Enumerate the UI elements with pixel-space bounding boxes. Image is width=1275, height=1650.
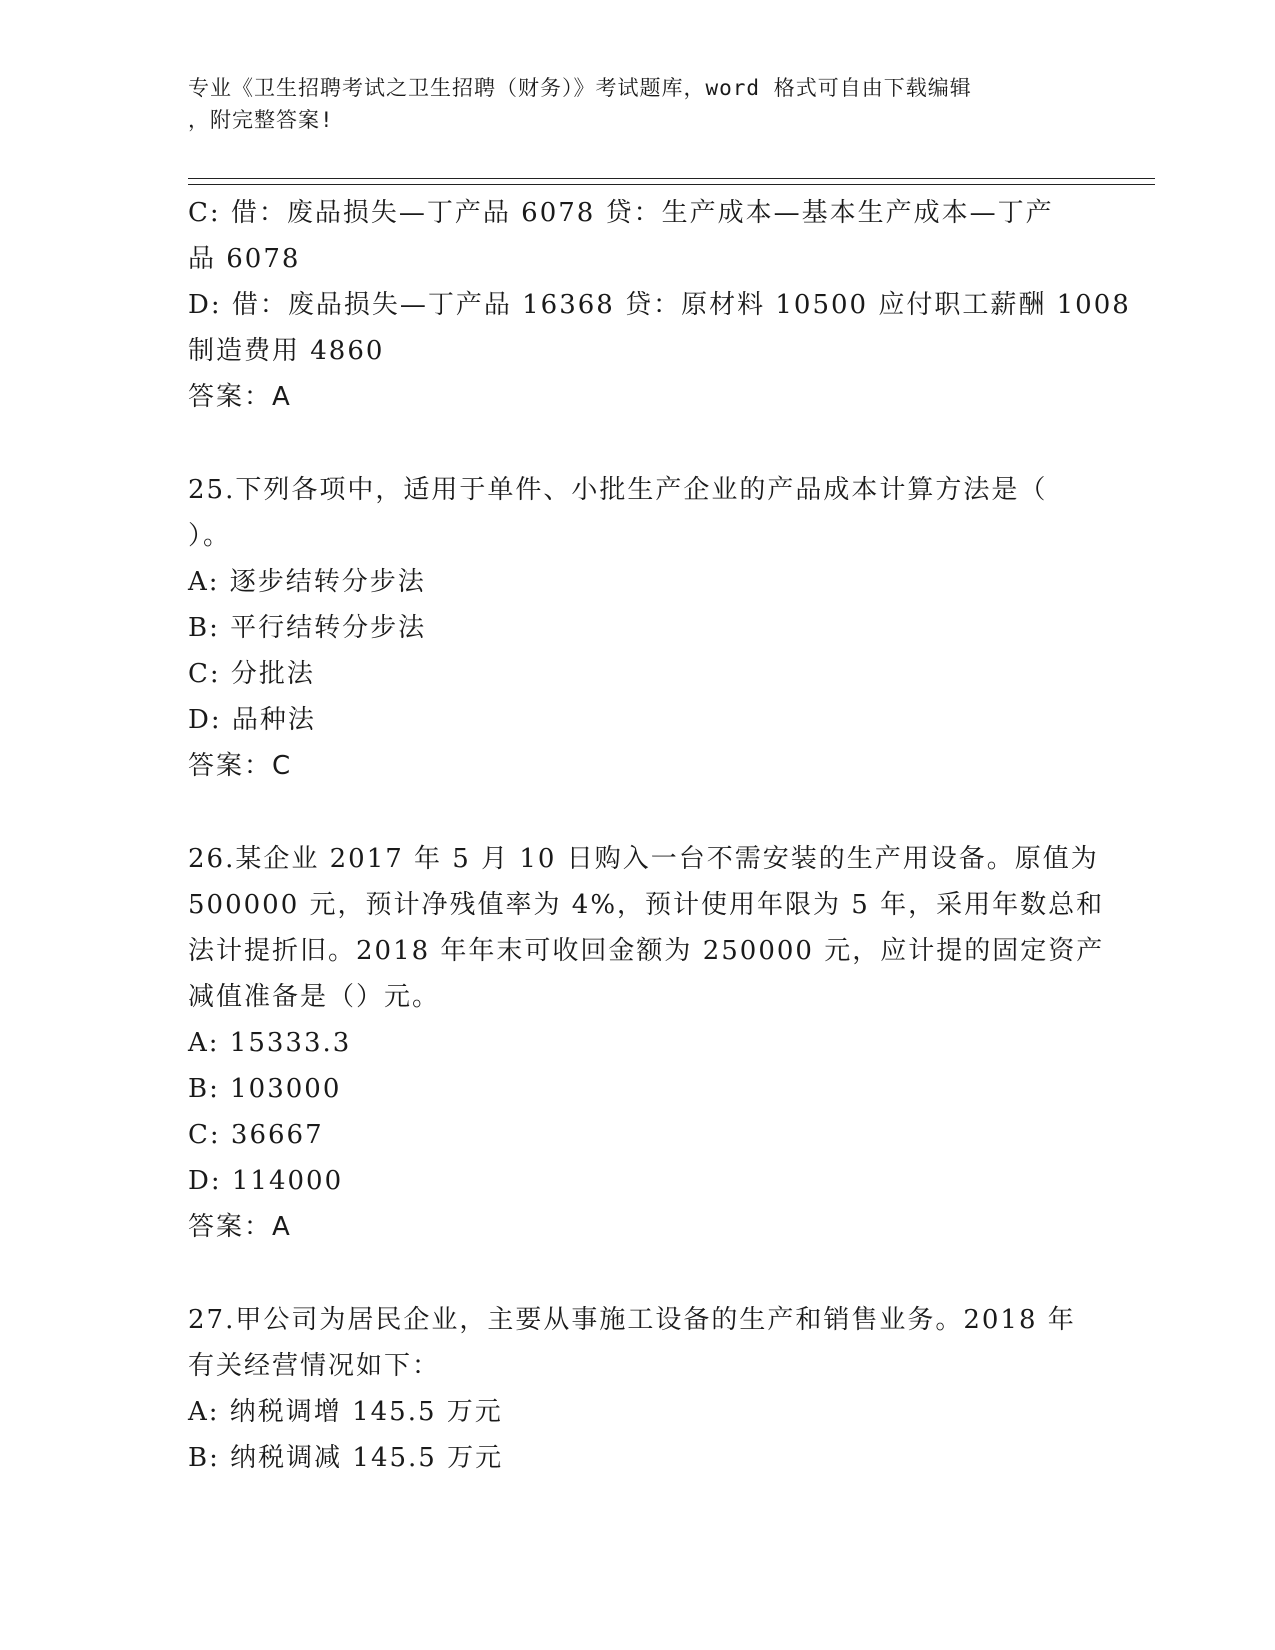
q24-answer: 答案：A <box>188 382 292 412</box>
header-divider-top <box>188 178 1155 179</box>
q24-option-c-line-1: C: 借：废品损失—丁产品 6078 贷：生产成本—基本生产成本—丁产 <box>188 198 1054 228</box>
q24-option-c-line-2: 品 6078 <box>188 244 301 274</box>
q26-option-d: D: 114000 <box>188 1166 344 1196</box>
q25-stem-line-2: ）。 <box>188 521 232 551</box>
q27-stem-line-2: 有关经营情况如下： <box>188 1351 441 1381</box>
header-line-2: ，附完整答案! <box>188 108 334 132</box>
q25-option-d: D: 品种法 <box>188 705 316 735</box>
q27-option-b: B: 纳税调减 145.5 万元 <box>188 1443 504 1473</box>
question-26 <box>188 836 1105 1250</box>
q27-stem-line-1: 27.甲公司为居民企业，主要从事施工设备的生产和销售业务。2018 年 <box>188 1305 1076 1335</box>
q24-option-d-line-2: 制造费用 4860 <box>188 336 385 366</box>
q26-option-c: C: 36667 <box>188 1120 324 1150</box>
q26-answer: 答案：A <box>188 1212 292 1242</box>
q25-answer: 答案：C <box>188 751 293 781</box>
document-header <box>188 72 1088 136</box>
question-24-tail <box>188 190 1131 420</box>
q27-option-a: A: 纳税调增 145.5 万元 <box>188 1397 503 1427</box>
q26-option-a: A: 15333.3 <box>188 1028 352 1058</box>
header-divider-bottom <box>188 184 1155 185</box>
q24-option-d-line-1: D: 借：废品损失—丁产品 16368 贷：原材料 10500 应付职工薪酬 1008 <box>188 290 1131 320</box>
question-27 <box>188 1297 1088 1481</box>
q25-option-b: B: 平行结转分步法 <box>188 613 427 643</box>
q26-stem-line-3: 法计提折旧。2018 年年末可收回金额为 250000 元，应计提的固定资产 <box>188 936 1105 966</box>
q25-option-c: C: 分批法 <box>188 659 315 689</box>
q26-option-b: B: 103000 <box>188 1074 342 1104</box>
q26-stem-line-1: 26.某企业 2017 年 5 月 10 日购入一台不需安装的生产用设备。原值为 <box>188 844 1099 874</box>
header-line-1: 专业《卫生招聘考试之卫生招聘（财务）》考试题库，word 格式可自由下载编辑 <box>188 76 972 100</box>
q25-option-a: A: 逐步结转分步法 <box>188 567 426 597</box>
question-25 <box>188 467 1088 789</box>
q25-stem-line-1: 25.下列各项中，适用于单件、小批生产企业的产品成本计算方法是（ <box>188 475 1048 505</box>
document-body <box>188 190 1131 1481</box>
q26-stem-line-2: 500000 元，预计净残值率为 4%，预计使用年限为 5 年，采用年数总和 <box>188 890 1105 920</box>
q26-stem-line-4: 减值准备是（）元。 <box>188 982 441 1012</box>
